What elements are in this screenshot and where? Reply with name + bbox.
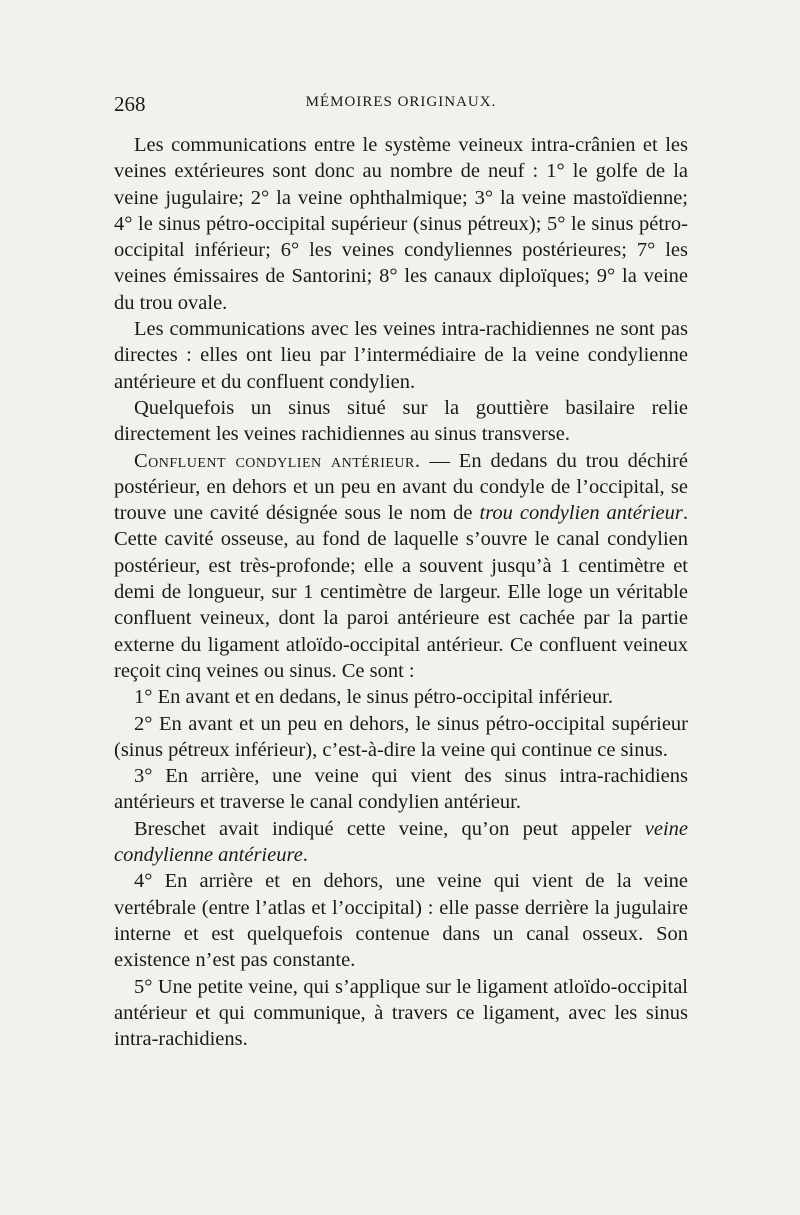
list-item-2: 2° En avant et un peu en dehors, le sinus pétro-occipital supérieur (sinus pétreux inférieur), c’est-à-dire la veine qui continue ce sinus.	[114, 712, 688, 761]
section-heading: Confluent condylien antérieur.	[134, 449, 421, 472]
paragraph-communications: Les communications entre le système veineux intra-crânien et les veines extérieures sont donc au nombre de neuf : 1° le golfe de la veine jugulaire; 2° la veine ophthalmique; 3° la veine mastoïdienne; 4° le sinus pétro-occipital supérieur (sinus pétreux); 5° le sinus pétro-occipital inférieur; 6° les veines condyliennes postérieures; 7° les veines émissaires de Santorini; 8° les canaux diploïques; 9° la veine du trou ovale.	[114, 134, 688, 314]
list-item-3: 3° En arrière, une veine qui vient des sinus intra-rachidiens antérieurs et traverse le canal condylien antérieur.	[114, 765, 688, 814]
breschet-end: .	[302, 844, 308, 867]
paragraph-breschet	[114, 816, 688, 869]
running-head	[114, 92, 688, 122]
italic-term-trou-condylien: trou condylien antérieur	[479, 502, 683, 525]
paragraph-intra-rachidiennes: Les communications avec les veines intra-rachidiennes ne sont pas directes : elles ont lieu par l’intermédiaire de la veine condylienne antérieure et du confluent condylien.	[114, 318, 688, 393]
list-item-5: 5° Une petite veine, qui s’applique sur le ligament atloïdo-occipital antérieur et qui communique, à travers ce ligament, avec les sinus intra-rachidiens.	[114, 975, 688, 1051]
paragraph-gouttiere-basilaire: Quelquefois un sinus situé sur la gouttière basilaire relie directement les veines rachidiennes au sinus transverse.	[114, 396, 688, 446]
body-text	[114, 132, 688, 1052]
breschet-text: Breschet avait indiqué cette veine, qu’on peut appeler	[134, 817, 645, 840]
list-item-1: 1° En avant et en dedans, le sinus pétro-occipital inférieur.	[134, 686, 613, 709]
section-confluent-condylien	[114, 448, 688, 685]
section-intro-text: — En dedans du trou déchiré postérieur, en dehors et un peu en avant du condyle de l’occipital, se trouve une cavité désignée sous le nom de	[114, 449, 688, 525]
header-title: MÉMOIRES ORIGINAUX.	[305, 94, 497, 110]
list-item-4: 4° En arrière et en dehors, une veine qui vient de la veine vertébrale (entre l’atlas et l’occipital) : elle passe derrière la jugulaire interne et est quelquefois contenue dans un canal osseux. Son existence n’est pas constante.	[114, 870, 688, 972]
section-intro-continuation: . Cette cavité osseuse, au fond de laquelle s’ouvre le canal condylien postérieur, est très-profonde; elle a souvent jusqu’à 1 centimètre et demi de longueur, sur 1 centimètre de largeur. Elle loge un véritable confluent veineux, dont la paroi antérieure est cachée par la partie externe du ligament atloïdo-occipital antérieur. Ce confluent veineux reçoit cinq veines ou sinus. Ce sont :	[114, 502, 688, 682]
page-number: 268	[114, 92, 146, 116]
italic-term-veine-condylienne: veine condylienne antérieure	[114, 817, 688, 867]
